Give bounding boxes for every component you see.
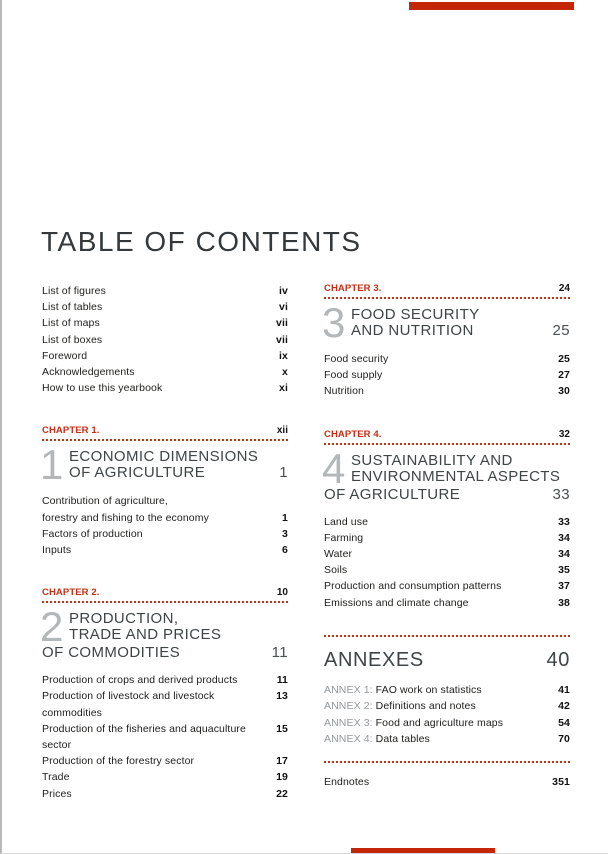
left-column <box>42 283 288 802</box>
chapter-items <box>42 672 288 802</box>
toc-entry: Food security 25 <box>324 353 570 365</box>
page-title: TABLE OF CONTENTS <box>41 226 362 257</box>
toc-entry <box>42 332 288 348</box>
toc-entry: ANNEX 3: Food and agriculture maps 54 <box>324 716 570 729</box>
dotted-rule <box>324 443 570 445</box>
toc-entry: Farming 34 <box>324 531 570 544</box>
endnotes-label: Endnotes <box>324 776 370 789</box>
chapter-label: CHAPTER 4. <box>324 428 382 440</box>
chapter-heading <box>322 444 570 504</box>
toc-entry: ANNEX 2: Definitions and notes 42 <box>324 700 570 713</box>
toc-entry-page: x <box>282 366 288 379</box>
chapter-label-row <box>42 425 288 438</box>
toc-entry: Production of livestock and livestock commodities 13 <box>42 690 288 719</box>
toc-entry-page: ix <box>279 349 288 362</box>
annex-prefix: ANNEX 1: <box>324 683 376 696</box>
toc-entry: Food supply 27 <box>324 369 570 382</box>
chapter-4-block <box>324 429 570 611</box>
annexes-block <box>324 635 570 791</box>
toc-entry: Emissions and climate change 38 <box>324 596 570 609</box>
dotted-rule <box>42 439 288 441</box>
chapter-label-row <box>42 587 288 600</box>
toc-entry: Water 34 <box>324 548 570 561</box>
toc-entry <box>42 364 288 380</box>
chapter-start-page: 33 <box>552 485 570 503</box>
front-matter-list <box>42 283 288 396</box>
chapter-title: PRODUCTION, TRADE AND PRICES <box>69 610 222 644</box>
chapter-label-page: 32 <box>558 428 570 440</box>
chapter-label-page: 10 <box>276 587 288 599</box>
annexes-start-page: 40 <box>546 648 570 671</box>
chapter-label-page: xii <box>276 425 288 437</box>
toc-entry: Production of the fisheries and aquaculture sector 15 <box>42 722 288 752</box>
bottom-red-bar <box>351 848 495 854</box>
toc-entry-page: iv <box>279 285 288 297</box>
toc-entry: Contribution of agriculture, <box>42 495 168 508</box>
annexes-heading-row <box>324 649 570 672</box>
chapter-number: 4 <box>322 444 345 492</box>
chapter-heading <box>322 299 570 346</box>
chapter-2-block <box>42 587 288 802</box>
toc-entry <box>42 348 288 364</box>
chapter-label: CHAPTER 1. <box>42 425 100 437</box>
toc-entry: Trade 19 <box>42 771 288 784</box>
toc-entry: Nutrition 30 <box>324 385 570 398</box>
toc-entry <box>42 283 288 299</box>
chapter-items <box>324 514 570 611</box>
annex-items <box>324 682 570 748</box>
endnotes-entry <box>324 774 570 790</box>
toc-entry <box>42 299 288 315</box>
top-red-bar <box>409 2 574 10</box>
chapter-start-page: 1 <box>279 464 288 482</box>
chapter-1-block <box>42 425 288 558</box>
toc-entry-label: Foreword <box>42 349 88 362</box>
chapter-title: FOOD SECURITY AND NUTRITION <box>351 306 480 339</box>
toc-entry: Production of crops and derived products 11 <box>42 674 288 687</box>
chapter-heading <box>40 441 288 489</box>
dotted-rule <box>324 635 570 637</box>
toc-entry: Soils 35 <box>324 564 570 577</box>
endnotes-page: 351 <box>552 776 570 789</box>
toc-entry-label: List of maps <box>42 317 100 330</box>
toc-entry: ANNEX 4: Data tables 70 <box>324 733 570 746</box>
chapter-number: 1 <box>40 441 63 489</box>
chapter-title-outdent: OF COMMODITIES 11 <box>42 644 288 662</box>
annexes-heading: ANNEXES <box>324 648 424 671</box>
toc-entry-label: List of figures <box>42 285 106 297</box>
toc-entry-page: vii <box>276 317 288 330</box>
annex-prefix: ANNEX 4: <box>324 733 376 746</box>
toc-entry-label: How to use this yearbook <box>42 382 163 395</box>
chapter-items <box>42 493 288 558</box>
toc-entry: Production and consumption patterns 37 <box>324 580 570 593</box>
toc-entry-label: Acknowledgements <box>42 366 135 379</box>
chapter-label: CHAPTER 3. <box>324 283 382 294</box>
chapter-label-row <box>324 429 570 442</box>
annex-prefix: ANNEX 2: <box>324 700 376 713</box>
chapter-title: ECONOMIC DIMENSIONS OF AGRICULTURE <box>69 448 259 482</box>
dotted-rule <box>42 601 288 603</box>
chapter-title-outdent: OF AGRICULTURE 33 <box>324 485 570 503</box>
toc-entry: Production of the forestry sector 17 <box>42 755 288 768</box>
chapter-number: 2 <box>40 603 63 651</box>
toc-entry: forestry and fishing to the economy 1 <box>42 511 288 524</box>
annex-label: Food and agriculture maps <box>375 716 504 729</box>
annex-label: Definitions and notes <box>375 700 476 713</box>
toc-entry-label: List of boxes <box>42 333 103 346</box>
toc-entry-label: List of tables <box>42 301 103 314</box>
chapter-heading <box>40 603 288 662</box>
annex-label: FAO work on statistics <box>375 683 482 696</box>
chapter-label-row <box>324 283 570 296</box>
toc-entry: ANNEX 1: FAO work on statistics 41 <box>324 683 570 696</box>
chapter-3-block <box>324 283 570 400</box>
toc-entry-page: vi <box>279 301 288 314</box>
chapter-number: 3 <box>322 299 345 346</box>
toc-entry: Land use 33 <box>324 515 570 528</box>
toc-entry <box>42 315 288 331</box>
right-column <box>324 283 570 791</box>
annex-prefix: ANNEX 3: <box>324 716 376 729</box>
chapter-title: SUSTAINABILITY AND ENVIRONMENTAL ASPECTS <box>351 451 561 485</box>
annex-label: Data tables <box>375 733 430 746</box>
chapter-start-page: 25 <box>552 322 570 339</box>
toc-entry: Inputs 6 <box>42 544 288 557</box>
chapter-label-page: 24 <box>558 283 570 294</box>
chapter-start-page: 11 <box>271 644 288 662</box>
chapter-label: CHAPTER 2. <box>42 587 100 599</box>
toc-entry: Factors of production 3 <box>42 527 288 540</box>
toc-entry <box>42 380 288 396</box>
toc-entry-page: vii <box>276 333 288 346</box>
toc-entry-page: xi <box>279 382 288 395</box>
dotted-rule <box>324 297 570 299</box>
chapter-items <box>324 351 570 400</box>
toc-entry: Prices 22 <box>42 787 288 800</box>
dotted-rule <box>324 761 570 763</box>
